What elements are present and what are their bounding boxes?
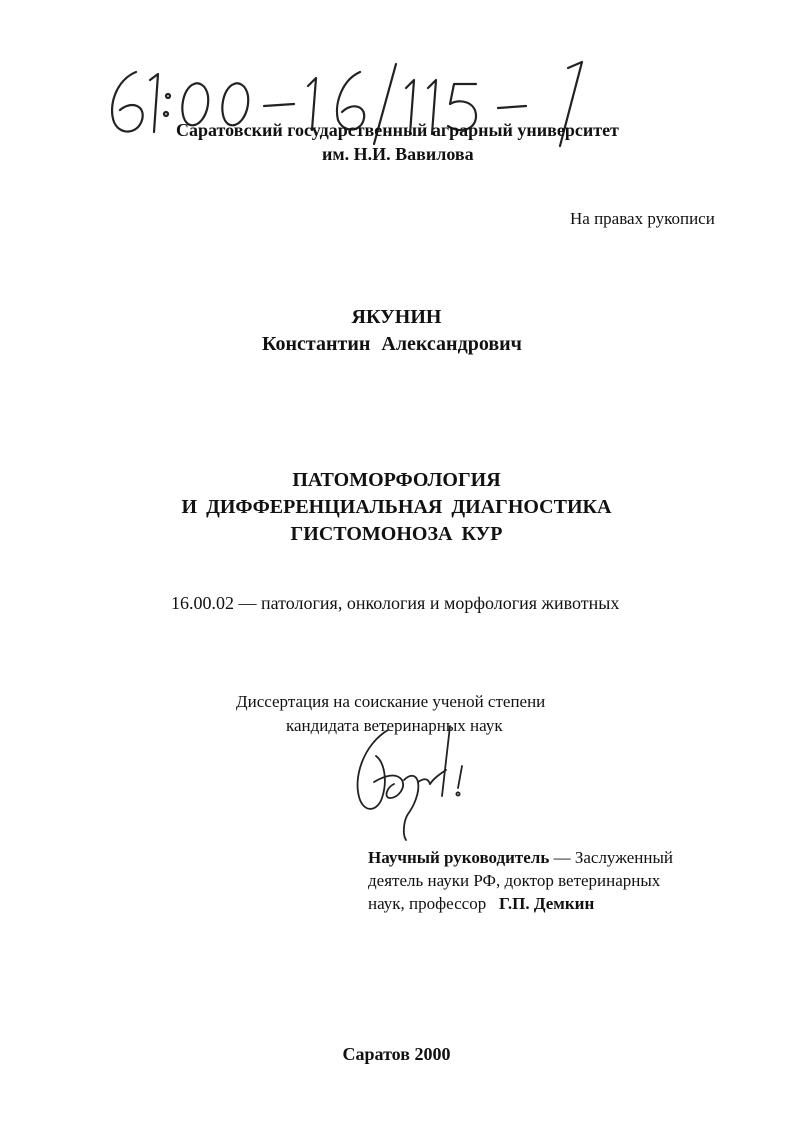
degree-statement-line1: Диссертация на соискание ученой степени: [236, 692, 546, 711]
specialty-code: 16.00.02 — патология, онкология и морфология животных: [171, 593, 620, 613]
institution-name-line2: им. Н.И. Вавилова: [322, 144, 474, 164]
supervisor-label: Научный руководитель: [368, 848, 550, 867]
supervisor-block: [368, 846, 673, 915]
author-first-patronymic: Константин Александрович: [262, 333, 522, 355]
city-year: Саратов 2000: [342, 1044, 451, 1064]
dissertation-title-line3: ГИСТОМОНОЗА КУР: [290, 523, 503, 545]
supervisor-title: — Заслуженный: [549, 848, 673, 867]
supervisor-name: Г.П. Демкин: [498, 894, 595, 913]
signature: [344, 722, 484, 842]
institution-name: Саратовский государственный аграрный университет: [176, 120, 619, 140]
dissertation-title-line2: И ДИФФЕРЕНЦИАЛЬНАЯ ДИАГНОСТИКА: [181, 496, 612, 518]
supervisor-line3: [368, 892, 673, 915]
dissertation-title-line1: ПАТОМОРФОЛОГИЯ: [292, 469, 501, 491]
manuscript-rights-note: На правах рукописи: [570, 209, 715, 228]
degree-statement-line2: кандидата ветеринарных наук: [286, 716, 503, 735]
supervisor-line2: деятель науки РФ, доктор ветеринарных: [368, 871, 661, 890]
supervisor-line1: [368, 846, 673, 869]
author-surname: ЯКУНИН: [351, 306, 442, 328]
supervisor-rank: наук, профессор: [368, 894, 487, 913]
